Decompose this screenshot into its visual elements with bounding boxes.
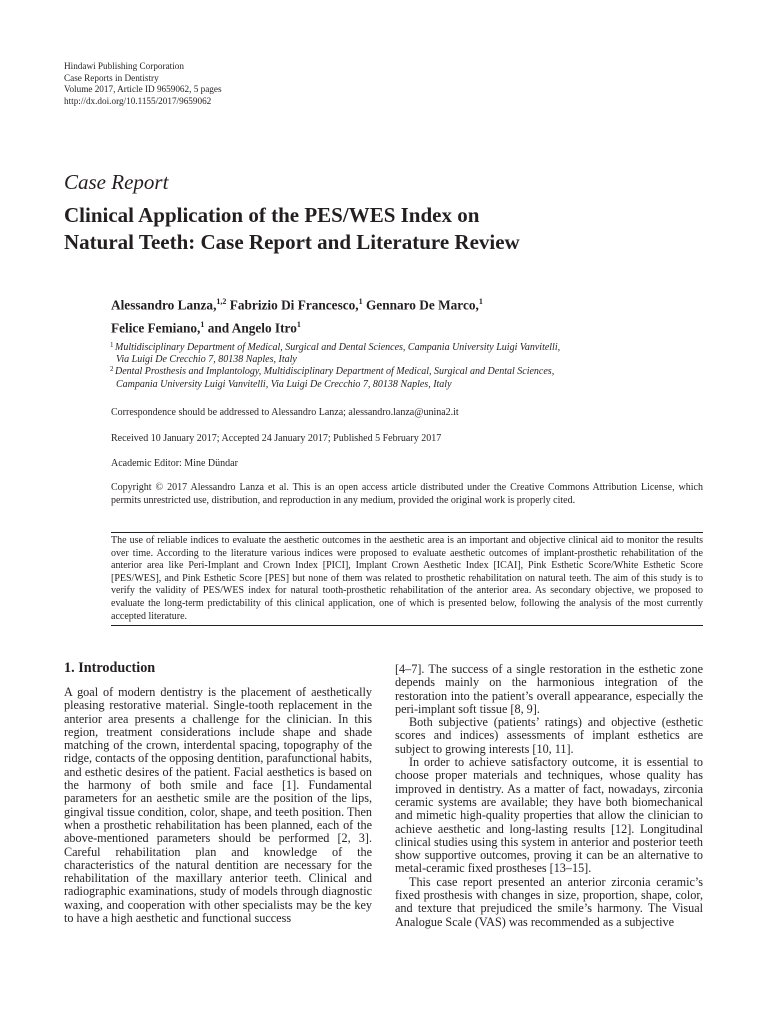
affiliation-line: Via Luigi De Crecchio 7, 80138 Naples, Italy bbox=[116, 354, 297, 366]
journal-header bbox=[64, 61, 222, 107]
publisher-name: Hindawi Publishing Corporation bbox=[64, 61, 184, 71]
author-list bbox=[111, 292, 671, 339]
author-name: Alessandro Lanza, bbox=[111, 297, 217, 313]
copyright-notice: Copyright © 2017 Alessandro Lanza et al. This is an open access article distributed under the Creative Commons Attribution License, which permits unrestricted use, distribution, and reproduction in any medium, provided the original work is properly cited. bbox=[111, 482, 703, 506]
section-heading: 1. Introduction bbox=[64, 660, 156, 676]
affiliation-line: Campania University Luigi Vanvitelli, Via Luigi De Crecchio 7, 80138 Naples, Italy bbox=[116, 378, 452, 390]
article-title bbox=[64, 202, 704, 256]
journal-name: Case Reports in Dentistry bbox=[64, 72, 159, 83]
title-line-2: Natural Teeth: Case Report and Literature Review bbox=[64, 230, 520, 254]
author-line-2 bbox=[111, 315, 671, 338]
affiliation-number: 1 bbox=[110, 341, 114, 349]
author-name: and Angelo Itro bbox=[207, 320, 297, 336]
author-line-1 bbox=[111, 292, 671, 315]
left-column bbox=[64, 660, 372, 925]
body-paragraph: A goal of modern dentistry is the placement of aesthetically pleasing restorative material. Single-tooth replacement in the anterior area presents a challenge for the clinician. In this region, treatment considerations include shape and shade matching of the crown, interdental spacing, topography of the ridge, contacts of the opposing dentition, parafunctional habits, and esthetic desires of the patient. Facial aesthetics is based on the harmony of both smile and face [1]. Fundamental parameters for an aesthetic smile are the position of the lips, gingival tissue condition, color, shape, and teeth position. Then when a prosthetic rehabilitation has been planned, each of the above-mentioned parameters should be performed [2, 3]. Careful rehabilitation plan and knowledge of the characteristics of the natural dentition are necessary for the rehabilitation of the maxillary anterior teeth. Clinical and radiographic examinations, study of models through diagnostic waxing, and cooperation with other specialists may be the key to have a high aesthetic and functional success bbox=[64, 685, 372, 926]
affiliation-2 bbox=[111, 366, 671, 390]
body-paragraph: This case report presented an anterior zirconia ceramic’s fixed prosthesis with changes in size, proportion, shape, color, and texture that prejudiced the smile’s harmony. The Visual Analogue Scale (VAS) was recommended as a subjective bbox=[395, 874, 703, 929]
affiliations bbox=[111, 342, 671, 391]
abstract-bottom-rule bbox=[111, 625, 703, 626]
doi-link[interactable]: http://dx.doi.org/10.1155/2017/9659062 bbox=[64, 95, 212, 106]
correspondence: Correspondence should be addressed to Alessandro Lanza; alessandro.lanza@unina2.it bbox=[111, 407, 459, 418]
author-affiliation-sup: 1 bbox=[200, 320, 205, 330]
volume-info: Volume 2017, Article ID 9659062, 5 pages bbox=[64, 84, 222, 94]
author-affiliation-sup: 1 bbox=[296, 320, 301, 330]
author-affiliation-sup: 1 bbox=[358, 297, 363, 306]
affiliation-number: 2 bbox=[110, 365, 114, 374]
author-affiliation-sup: 1,2 bbox=[216, 297, 227, 306]
author-name: Felice Femiano, bbox=[111, 320, 201, 336]
affiliation-1 bbox=[111, 342, 671, 366]
academic-editor: Academic Editor: Mine Dündar bbox=[111, 458, 238, 469]
right-column bbox=[395, 663, 703, 929]
publication-dates: Received 10 January 2017; Accepted 24 January 2017; Published 5 February 2017 bbox=[111, 433, 442, 444]
body-paragraph: [4–7]. The success of a single restoration in the esthetic zone depends mainly on the harmonious integration of the restoration into the patient’s overall appearance, especially the peri-implant soft tissue [8, 9]. bbox=[395, 662, 703, 716]
author-name: Gennaro De Marco, bbox=[365, 297, 479, 313]
body-paragraph: In order to achieve satisfactory outcome, it is essential to choose proper materials and techniques, whose quality has improved in dentistry. As a matter of fact, nowadays, zirconia ceramic systems are available; they have both biomechanical and mimetic high-quality properties that allow the clinician to achieve aesthetic and long-lasting results [12]. Longitudinal clinical studies using this system in anterior and posterior teeth show supportive outcomes, proving it can be an alternative to metal-ceramic fixed prostheses [13–15]. bbox=[395, 755, 703, 876]
article-type: Case Report bbox=[64, 170, 169, 194]
affiliation-line: Dental Prosthesis and Implantology, Multidisciplinary Department of Medical, Surgical and Dental Sciences, bbox=[115, 366, 555, 378]
author-affiliation-sup: 1 bbox=[478, 297, 483, 306]
author-name: Fabrizio Di Francesco, bbox=[229, 297, 359, 313]
affiliation-line: Multidisciplinary Department of Medical, Surgical and Dental Sciences, Campania University Luigi Vanvitelli, bbox=[115, 342, 561, 353]
abstract-text: The use of reliable indices to evaluate the aesthetic outcomes in the aesthetic area is an important and objective clinical aid to monitor the results over time. According to the literature various indices were proposed to evaluate aesthetic outcomes of implant-prosthetic rehabilitation of the anterior area like Peri-Implant and Crown Index [PICI], Implant Crown Aesthetic Index [ICAI], Pink Esthetic Score/White Esthetic Score [PES/WES], and Pink Esthetic Score [PES] but none of them was related to prosthetic rehabilitation on natural teeth. The aim of this study is to verify the validity of PES/WES index for natural tooth-prosthetic rehabilitation of the anterior area. As secondary objective, we proposed to evaluate the long-term predictability of this clinical application, one of which is presented below, following the analysis of the most currently accepted literature. bbox=[111, 535, 703, 622]
body-paragraph: Both subjective (patients’ ratings) and objective (esthetic scores and indices) assessments of implant esthetics are subject to growing interests [10, 11]. bbox=[395, 715, 703, 756]
abstract-top-rule bbox=[111, 532, 703, 533]
abstract-box bbox=[111, 532, 703, 628]
title-line-1: Clinical Application of the PES/WES Index on bbox=[64, 203, 480, 227]
